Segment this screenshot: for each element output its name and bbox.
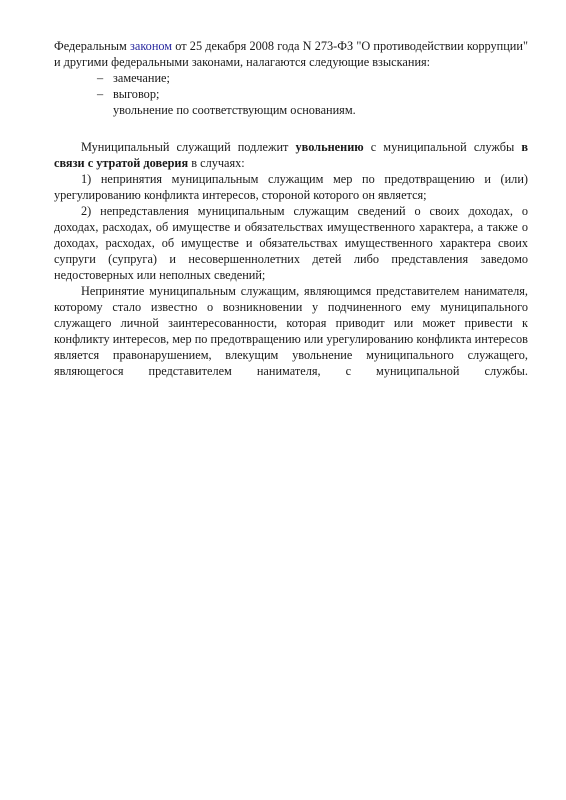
penalty-item <box>97 86 528 102</box>
dash-bullet: – <box>97 71 104 85</box>
intro-text-before: Федеральным <box>54 39 130 53</box>
penalty-item-last: увольнение по соответствующим основаниям. <box>113 103 356 117</box>
law-link[interactable]: законом <box>130 39 173 53</box>
case-2-paragraph: 2) непредставления муниципальным служащим сведений о своих доходах, о доходах, расходах, об имуществе и обязательствах имущественного характера, а также о доходах, расходах, об имуществе и обязательствах имущественного характера своих супруги (супруга) и несовершеннолетних детей либо представления заведомо недостоверных или неполных сведений; <box>54 204 528 282</box>
penalty-item-text: замечание; <box>113 71 170 85</box>
dismissal-text-2: с муниципальной службы <box>363 140 522 154</box>
penalty-item-text: выговор; <box>113 87 160 101</box>
penalty-item <box>97 70 528 86</box>
dismissal-text-1: Муниципальный служащий подлежит <box>81 140 296 154</box>
dismissal-bold-1: увольнению <box>295 140 364 154</box>
dismissal-bold-2: в связи с утратой доверия <box>54 140 528 170</box>
penalty-list <box>54 70 528 102</box>
paragraph-gap <box>54 118 528 139</box>
intro-paragraph <box>54 38 528 70</box>
final-paragraph: Непринятие муниципальным служащим, являющимся представителем нанимателя, которому стало известно о возникновении у подчиненного ему муниципального служащего личной заинтересованности, которая приводит или может привести к конфликту интересов, мер по предотвращению или урегулированию конфликта интересов является правонарушением, влекущим увольнение муниципального служащего, являющегося представителем нанимателя, с муниципальной службы. <box>54 284 528 378</box>
dismissal-text-3: в случаях: <box>188 156 245 170</box>
dash-bullet: – <box>97 87 104 101</box>
intro-text-after: от 25 декабря 2008 года N 273-ФЗ "О противодействии коррупции" и другими федеральными законами, налагаются следующие взыскания: <box>54 39 528 69</box>
dismissal-paragraph <box>54 139 528 171</box>
case-1-paragraph: 1) непринятия муниципальным служащим мер по предотвращению и (или) урегулированию конфликта интересов, стороной которого он является; <box>54 172 528 202</box>
